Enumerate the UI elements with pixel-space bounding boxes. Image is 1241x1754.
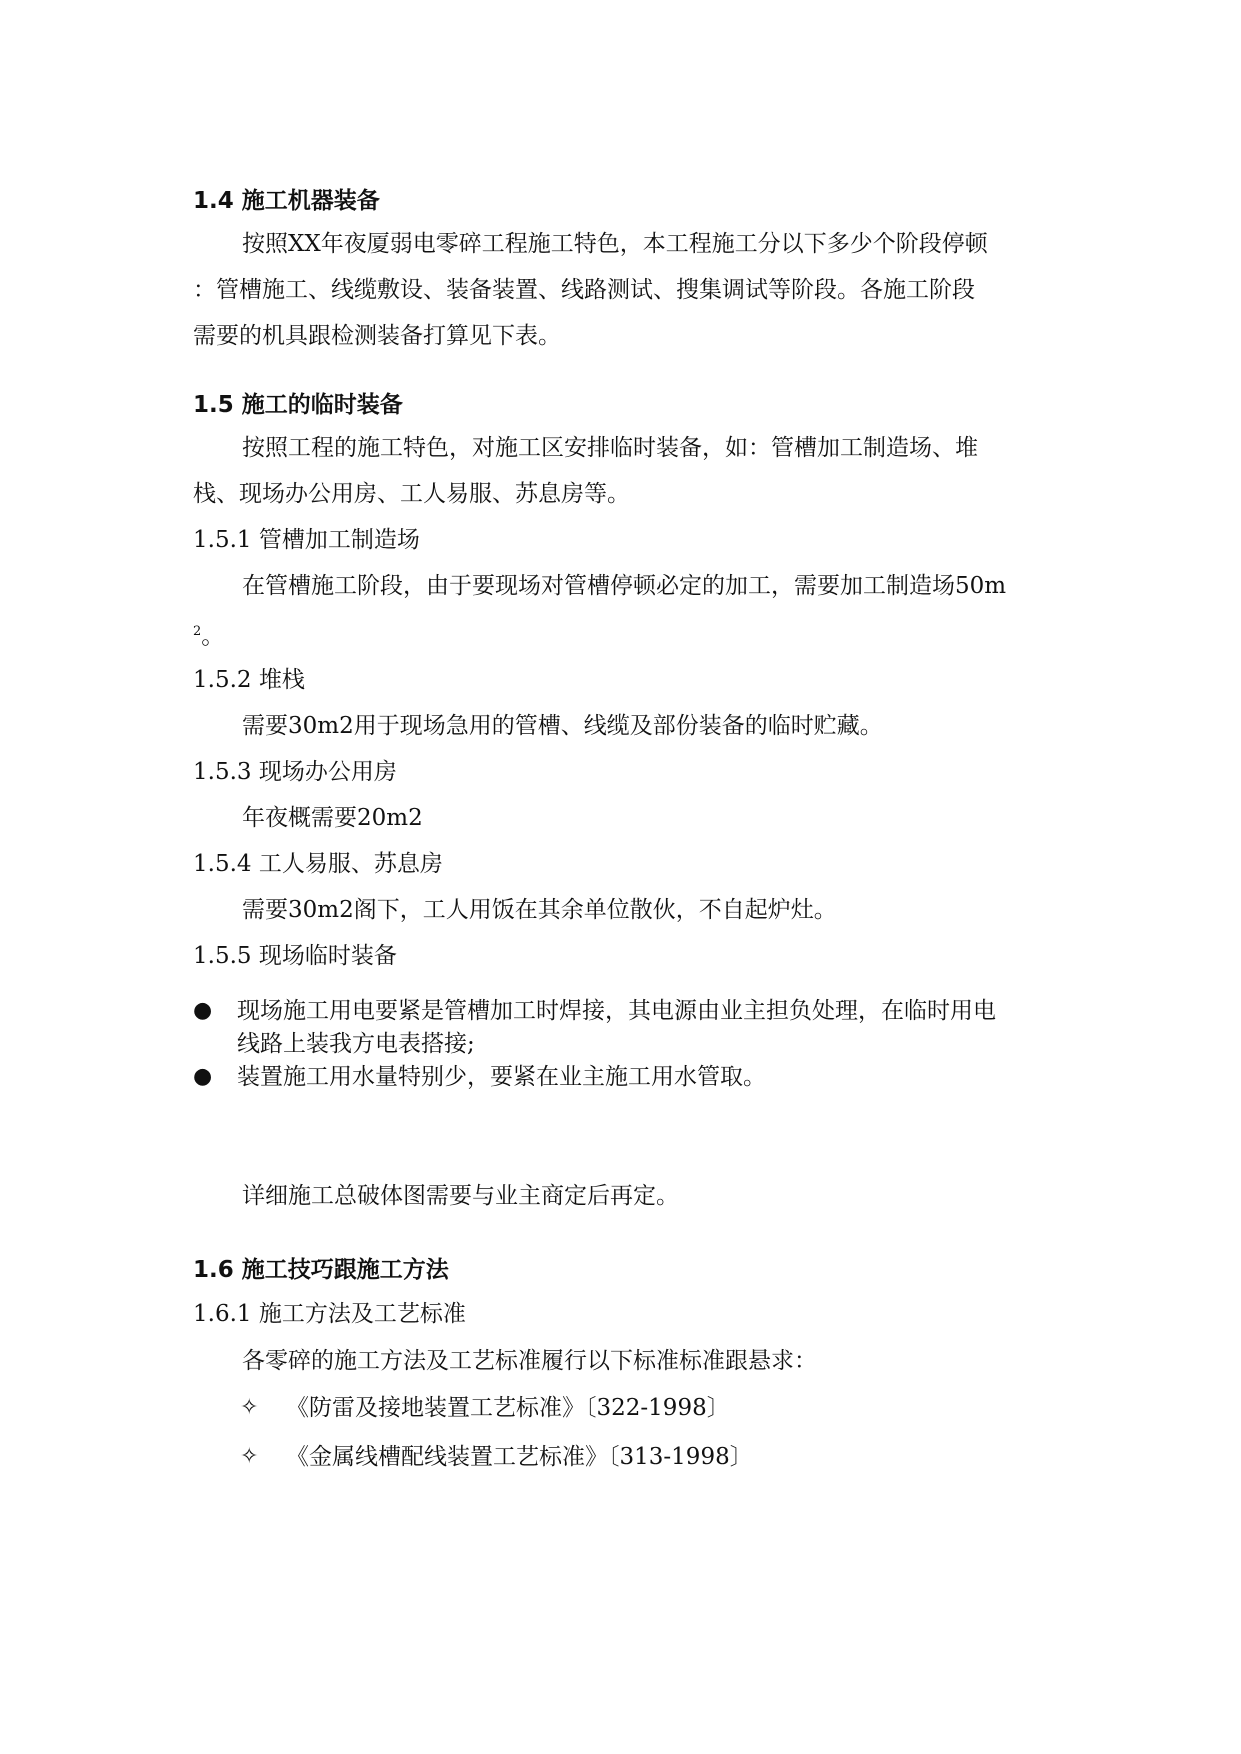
- subheading-1-5-1: 1.5.1 管槽加工制造场: [193, 527, 420, 553]
- subheading-1-6-1: 1.6.1 施工方法及工艺标准: [193, 1301, 466, 1327]
- standard-list-item-text: 《防雷及接地装置工艺标准》〔322-1998〕: [286, 1395, 730, 1421]
- bullet-dot-icon: ●: [193, 998, 213, 1023]
- paragraph-1-5-line-2: 栈、现场办公用房、工人易服、苏息房等。: [193, 481, 630, 507]
- paragraph-1-4-line-1: 按照XX年夜厦弱电零碎工程施工特色，本工程施工分以下多少个阶段停顿: [242, 231, 988, 257]
- heading-1-4: 1.4 施工机器装备: [193, 188, 380, 214]
- paragraph-1-5-1-line-2: [193, 617, 224, 652]
- paragraph-1-5-1-tail: 。: [201, 623, 225, 650]
- bullet-item-line-2: 线路上装我方电表搭接;: [237, 1031, 475, 1057]
- paragraph-1-5-1-line-1: 在管槽施工阶段，由于要现场对管槽停顿必定的加工，需要加工制造场50m: [242, 573, 1007, 599]
- bullet-item-line-1: 装置施工用水量特别少，要紧在业主施工用水管取。: [237, 1064, 766, 1090]
- subheading-1-5-2: 1.5.2 堆栈: [193, 667, 305, 693]
- subheading-1-5-4: 1.5.4 工人易服、苏息房: [193, 851, 443, 877]
- heading-1-5: 1.5 施工的临时装备: [193, 392, 403, 418]
- paragraph-1-5-4: 需要30m2阁下，工人用饭在其余单位散伙，不自起炉灶。: [242, 897, 837, 923]
- paragraph-1-5-2: 需要30m2用于现场急用的管槽、线缆及部份装备的临时贮藏。: [242, 713, 883, 739]
- diamond-bullet-icon: ✧: [240, 1444, 259, 1469]
- subheading-1-5-3: 1.5.3 现场办公用房: [193, 759, 397, 785]
- bullet-item-line-1: 现场施工用电要紧是管槽加工时焊接，其电源由业主担负处理，在临时用电: [237, 998, 996, 1024]
- paragraph-1-4-line-2: ：管槽施工、线缆敷设、装备装置、线路测试、搜集调试等阶段。各施工阶段: [193, 277, 975, 303]
- paragraph-1-4-line-3: 需要的机具跟检测装备打算见下表。: [193, 323, 561, 349]
- closing-paragraph: 详细施工总破体图需要与业主商定后再定。: [242, 1183, 679, 1209]
- heading-1-6: 1.6 施工技巧跟施工方法: [193, 1257, 449, 1283]
- bullet-dot-icon: ●: [193, 1064, 213, 1089]
- subheading-1-5-5: 1.5.5 现场临时装备: [193, 943, 397, 969]
- paragraph-1-5-line-1: 按照工程的施工特色，对施工区安排临时装备，如：管槽加工制造场、堆: [242, 435, 978, 461]
- paragraph-1-6-1: 各零碎的施工方法及工艺标准履行以下标准标准跟悬求：: [242, 1348, 817, 1374]
- superscript-2: 2: [193, 624, 202, 639]
- diamond-bullet-icon: ✧: [240, 1395, 259, 1420]
- paragraph-1-5-3: 年夜概需要20m2: [242, 805, 423, 831]
- standard-list-item-text: 《金属线槽配线装置工艺标准》〔313-1998〕: [286, 1444, 753, 1470]
